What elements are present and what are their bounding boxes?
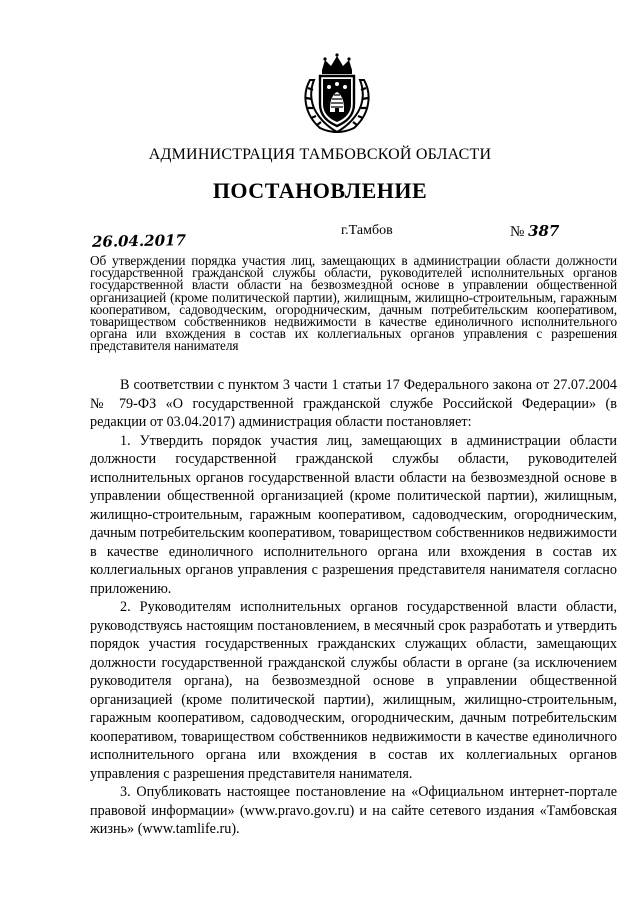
item-2-paragraph: 2. Руководителям исполнительных органов государственной власти области, руководствуясь настоящим постановлением, в месячный срок разработать и утвердить порядок участия государственных гражданских служащих области, замещающих должности государственной гражданской службы области в органе (за исключением руководителя органа), на безвозмездной основе в управлении общественной организацией (кроме политической партии), жилищным, жилищно-строительным, гаражным кооперативом, садоводческим, огородническим, дачным потребительским кооперативом, товариществом собственников недвижимости в качестве единоличного исполнительного органа или вхождения в состав их коллегиальных органов управления с разрешения представителя нанимателя.	[90, 599, 617, 782]
preamble-paragraph: В соответствии с пунктом 3 части 1 статьи 17 Федерального закона от 27.07.2004 № 79-ФЗ «О государственной гражданской службе Российской Федерации» (в редакции от 03.04.2017) администрация области постановляет:	[90, 377, 617, 430]
document-number	[510, 222, 559, 241]
document-subject: Об утверждении порядка участия лиц, замещающих в администрации области должности государственной гражданской службы области, руководителей исполнительных органов государственной власти области на безвозмездной основе в управлении общественной организацией (кроме политической партии), жилищным, жилищно-строительным, гаражным кооперативом, садоводческим, огородническим, дачным потребительским кооперативом, товариществом собственников недвижимости в качестве единоличного исполнительного органа или вхождения в состав их коллегиальных органов управления с разрешения представителя нанимателя	[90, 253, 617, 354]
document-body	[90, 376, 617, 839]
tambov-coat-of-arms-icon	[300, 52, 374, 136]
number-value: 387	[528, 222, 560, 240]
document-type-title: ПОСТАНОВЛЕНИЕ	[212, 178, 428, 203]
number-label: №	[510, 224, 529, 240]
document-date: 26.04.2017	[91, 231, 187, 251]
item-1-paragraph: 1. Утвердить порядок участия лиц, замещающих в администрации области должности государственной гражданской службы области, руководителей исполнительных органов государственной власти области на безвозмездной основе в управлении общественной организацией (кроме политической партии), жилищным, жилищно-строительным, гаражным кооперативом, садоводческим, огородническим, дачным потребительским кооперативом, товариществом собственников недвижимости в качестве единоличного исполнительного органа или вхождения в состав их коллегиальных органов управления с разрешения представителя нанимателя согласно приложению.	[90, 432, 617, 597]
document-city: г.Тамбов	[341, 223, 393, 238]
organization-name: АДМИНИСТРАЦИЯ ТАМБОВСКОЙ ОБЛАСТИ	[148, 146, 492, 163]
item-3-paragraph: 3. Опубликовать настоящее постановление на «Официальном интернет-портале правовой информации» (www.pravo.gov.ru) и на сайте сетевого издания «Тамбовская жизнь» (www.tamlife.ru).	[90, 784, 617, 837]
